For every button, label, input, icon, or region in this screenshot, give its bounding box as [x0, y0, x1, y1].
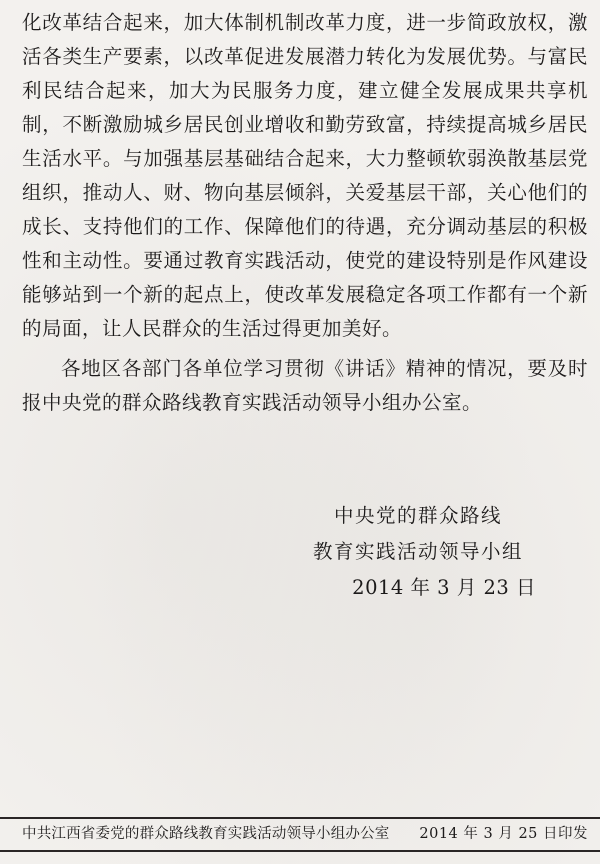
footer-top-rule	[0, 817, 600, 819]
body-paragraph-report: 各地区各部门各单位学习贯彻《讲话》精神的情况，要及时报中央党的群众路线教育实践活动领导小组办公室。	[22, 357, 588, 414]
signature-organization-line2: 教育实践活动领导小组	[312, 540, 523, 563]
footer-bottom-rule	[0, 850, 600, 852]
footer-issuer: 中共江西省委党的群众路线教育实践活动领导小组办公室	[22, 826, 390, 842]
signature-organization-line1: 中央党的群众路线	[333, 504, 502, 527]
signature-block	[298, 498, 538, 606]
body-paragraph-continued: 化改革结合起来，加大体制机制改革力度，进一步简政放权，激活各类生产要素，以改革促进发展潜力转化为发展优势。与富民利民结合起来，加大为民服务力度，建立健全发展成果共享机制，不断激励城乡居民创业增收和勤劳致富，持续提高城乡居民生活水平。与加强基层基础结合起来，大力整顿软弱涣散基层党组织，推动人、财、物向基层倾斜，关爱基层干部，关心他们的成长、支持他们的工作、保障他们的待遇，充分调动基层的积极性和主动性。要通过教育实践活动，使党的建设特别是作风建设能够站到一个新的起点上，使改革发展稳定各项工作都有一个新的局面，让人民群众的生活过得更加美好。	[22, 11, 588, 340]
footer-print-date: 2014 年 3 月 25 日印发	[419, 826, 588, 842]
document-body	[22, 6, 588, 420]
print-footer	[22, 821, 588, 847]
signature-date: 2014 年 3 月 23 日	[352, 576, 536, 599]
